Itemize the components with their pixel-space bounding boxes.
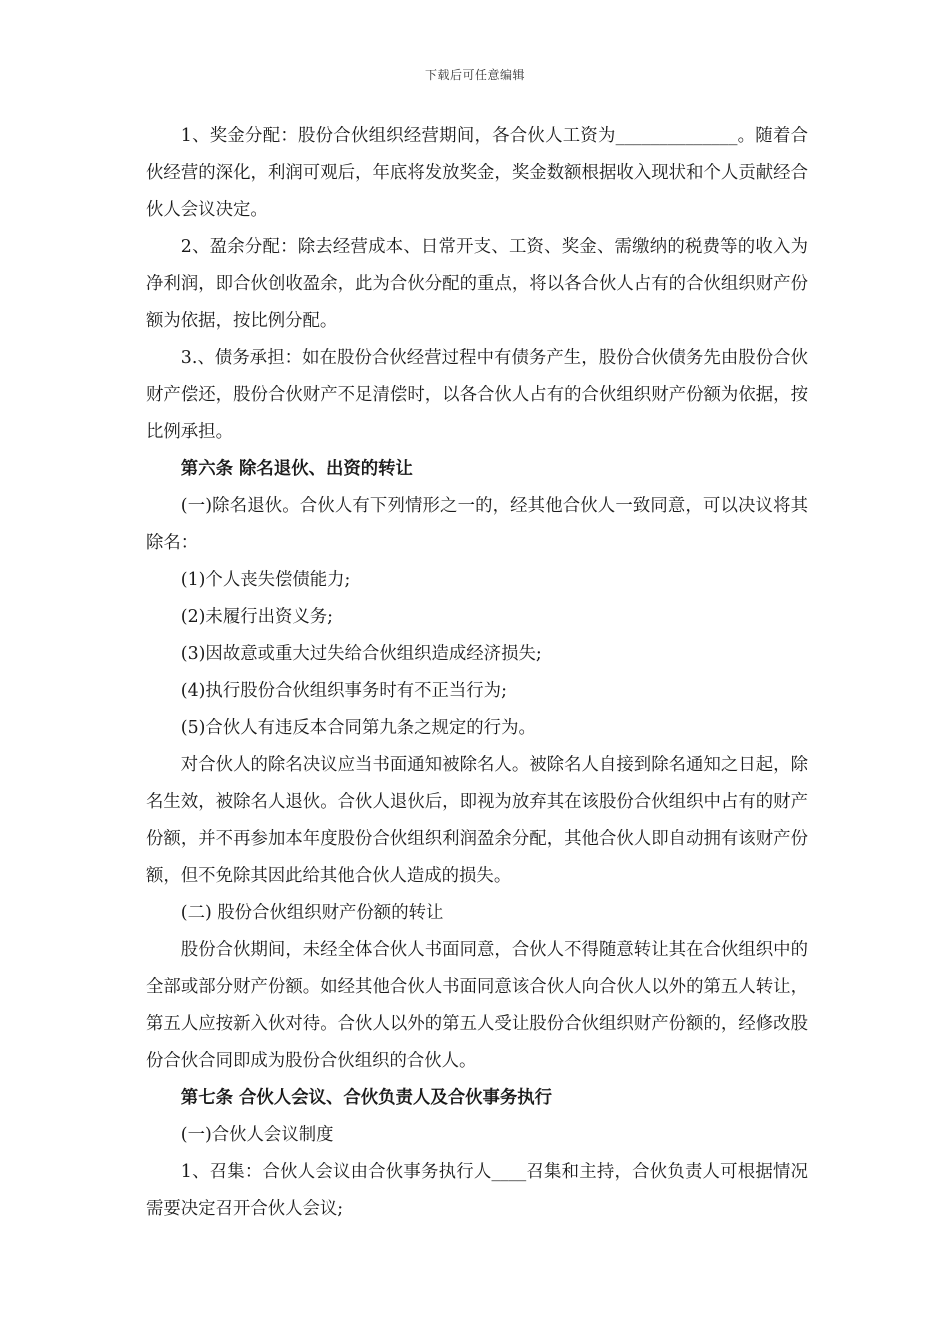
list-item-1: (1)个人丧失偿债能力; <box>180 570 351 590</box>
paragraph-debt-bearing: 3.、债务承担：如在股份合伙经营过程中有债务产生，股份合伙债务先由股份合伙财产偿还，股份合伙财产不足清偿时，以各合伙人占有的合伙组织财产份额为依据，按比例承担。 <box>146 348 808 442</box>
list-item-2: (2)未履行出资义务; <box>180 607 334 627</box>
paragraph-bonus-distribution: 1、奖金分配：股份合伙组织经营期间，各合伙人工资为______________。随着合伙经营的深化，利润可观后，年底将发放奖金，奖金数额根据收入现状和个人贡献经合伙人会议决定。 <box>146 126 808 220</box>
article-six-heading: 第六条 除名退伙、出资的转让 <box>180 459 413 479</box>
list-item-4: (4)执行股份合伙组织事务时有不正当行为; <box>180 681 507 701</box>
paragraph-expulsion: (一)除名退伙。合伙人有下列情形之一的，经其他合伙人一致同意，可以决议将其除名： <box>146 496 808 553</box>
subheading-share-transfer: (二) 股份合伙组织财产份额的转让 <box>180 903 444 923</box>
subheading-meeting-system: (一)合伙人会议制度 <box>180 1125 334 1145</box>
document-body <box>146 118 808 1228</box>
list-item-5: (5)合伙人有违反本合同第九条之规定的行为。 <box>180 718 536 738</box>
paragraph-share-transfer: 股份合伙期间，未经全体合伙人书面同意，合伙人不得随意转让其在合伙组织中的全部或部分财产份额。如经其他合伙人书面同意该合伙人向合伙人以外的第五人转让，第五人应按新入伙对待。合伙人以外的第五人受让股份合伙组织财产份额的，经修改股份合伙合同即成为股份合伙组织的合伙人。 <box>146 940 808 1071</box>
paragraph-convening: 1、召集：合伙人会议由合伙事务执行人____召集和主持，合伙负责人可根据情况需要决定召开合伙人会议; <box>146 1162 808 1219</box>
page-header: 下载后可任意编辑 <box>424 68 525 82</box>
paragraph-surplus-distribution: 2、盈余分配：除去经营成本、日常开支、工资、奖金、需缴纳的税费等的收入为净利润，即合伙创收盈余，此为合伙分配的重点，将以各合伙人占有的合伙组织财产份额为依据，按比例分配。 <box>146 237 808 331</box>
paragraph-expulsion-notice: 对合伙人的除名决议应当书面通知被除名人。被除名人自接到除名通知之日起，除名生效，被除名人退伙。合伙人退伙后，即视为放弃其在该股份合伙组织中占有的财产份额，并不再参加本年度股份合伙组织利润盈余分配，其他合伙人即自动拥有该财产份额，但不免除其因此给其他合伙人造成的损失。 <box>146 755 808 886</box>
article-seven-heading: 第七条 合伙人会议、合伙负责人及合伙事务执行 <box>180 1088 553 1108</box>
list-item-3: (3)因故意或重大过失给合伙组织造成经济损失; <box>180 644 542 664</box>
